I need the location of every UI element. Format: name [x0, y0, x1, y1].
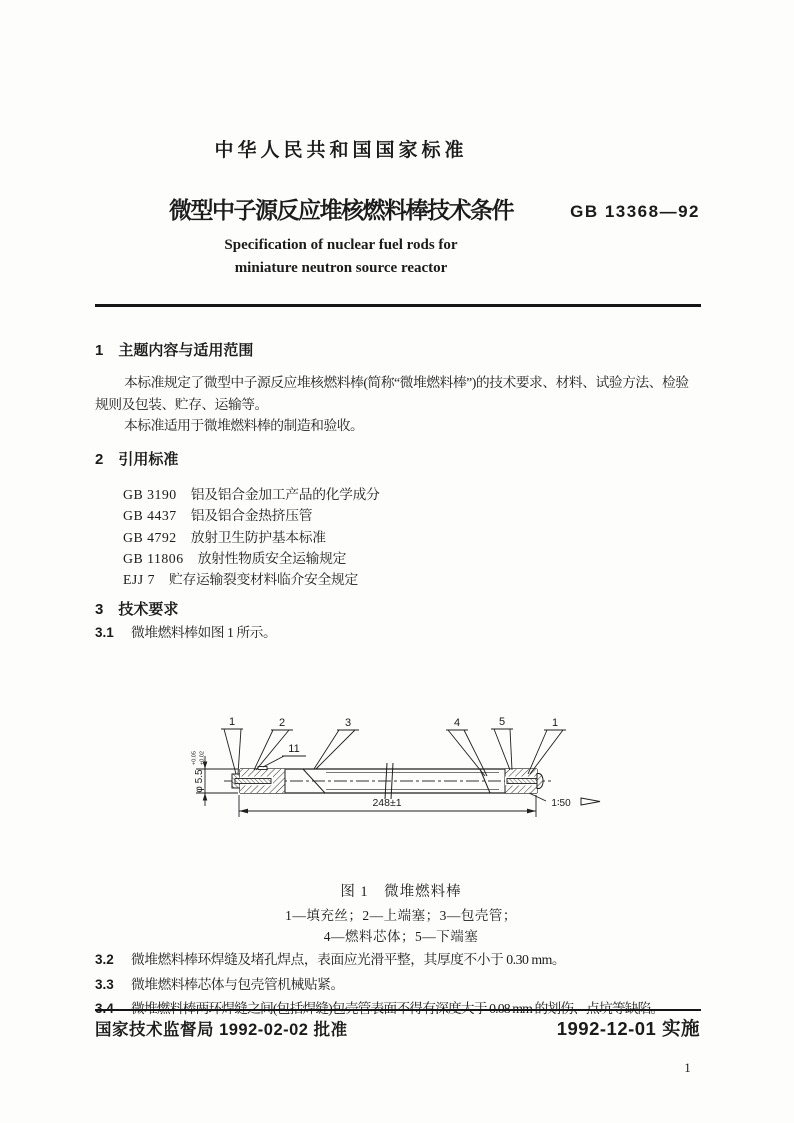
english-title-line1: Specification of nuclear fuel rods for — [224, 237, 458, 253]
callout-filler-wire-right — [528, 717, 566, 774]
svg-text:5: 5 — [498, 716, 506, 728]
svg-text:3: 3 — [344, 717, 352, 729]
section-1-title: 主题内容与适用范围 — [118, 342, 254, 359]
reference-code: GB 4792 — [123, 530, 177, 545]
section-3-heading — [95, 598, 701, 619]
figure-legend-line1: 1—填充丝；2—上端塞；3—包壳管； — [285, 908, 517, 923]
reference-code: GB 3190 — [123, 487, 177, 502]
approval-statement: 国家技术监督局 1992-02-02 批准 — [95, 1021, 348, 1039]
callout-fuel-core — [446, 717, 487, 776]
applicability-paragraph: 本标准适用于微堆燃料棒的制造和验收。 — [124, 418, 364, 433]
reference-item — [123, 526, 703, 546]
length-dimension-text: 248±1 — [372, 797, 402, 809]
clause-text: 微堆燃料棒环焊缝及堵孔焊点，表面应光滑平整，其厚度不小于 0.30 mm。 — [131, 952, 566, 967]
clause-3-2 — [95, 948, 713, 968]
taper-annotation — [529, 793, 600, 809]
svg-text:11: 11 — [288, 743, 300, 755]
section-1-heading — [95, 339, 701, 360]
english-title-line2: miniature neutron source reactor — [234, 260, 448, 276]
section-3-number: 3 — [95, 601, 104, 618]
section-2-number: 2 — [95, 451, 104, 468]
section-1-number: 1 — [95, 342, 104, 359]
clause-3-3 — [95, 973, 713, 993]
clause-number: 3.1 — [95, 625, 114, 640]
callout-cladding-tube — [314, 717, 359, 769]
svg-text:4: 4 — [453, 717, 461, 729]
reference-code: GB 4437 — [123, 508, 177, 523]
reference-code: EJJ 7 — [123, 572, 156, 587]
svg-text:1: 1 — [551, 717, 559, 729]
reference-name: 铝及铝合金热挤压管 — [190, 508, 313, 523]
clause-text: 微堆燃料棒芯体与包壳管机械贴紧。 — [131, 977, 344, 992]
figure-legend-line2: 4—燃料芯体；5—下端塞 — [323, 929, 479, 944]
callout-filler-wire-left — [221, 716, 243, 774]
taper-text: 1∶50 — [551, 798, 571, 809]
callout-locking-feature — [263, 743, 306, 767]
fuel-rod-drawing — [95, 700, 655, 845]
section-2-title: 引用标准 — [118, 451, 179, 468]
standard-code: GB 13368—92 — [570, 202, 700, 221]
reference-item — [123, 504, 703, 524]
reference-code: GB 11806 — [123, 551, 184, 566]
reference-name: 铝及铝合金加工产品的化学成分 — [190, 487, 380, 502]
page-number: 1 — [684, 1060, 691, 1075]
clause-3-4 — [95, 997, 713, 1017]
diameter-dimension — [192, 751, 239, 806]
diameter-dimension-text: φ 5.5 — [194, 769, 205, 793]
reference-name: 贮存运输裂变材料临介安全规定 — [169, 572, 358, 587]
reference-item — [123, 547, 703, 567]
section-2-heading — [95, 448, 701, 469]
clause-3-1 — [95, 621, 713, 641]
taper-symbol — [581, 798, 600, 805]
filler-wire — [235, 779, 271, 784]
reference-item — [123, 568, 703, 588]
scope-paragraph-line2: 规则及包装、贮存、运输等。 — [95, 397, 268, 412]
svg-text:1: 1 — [228, 716, 236, 728]
header-rule — [95, 304, 701, 307]
length-dimension — [239, 795, 536, 817]
clause-number: 3.2 — [95, 952, 114, 967]
filler-wire-right — [507, 779, 540, 784]
reference-name: 放射卫生防护基本标准 — [190, 530, 326, 545]
svg-text:2: 2 — [278, 717, 286, 729]
callout-upper-end-plug — [254, 717, 293, 770]
implementation-statement: 1992-12-01 实施 — [556, 1018, 700, 1039]
callout-lower-end-plug — [491, 716, 513, 770]
section-3-title: 技术要求 — [118, 601, 179, 618]
diameter-tolerance-upper: +0.05 — [191, 751, 198, 765]
footer-rule — [95, 1009, 701, 1011]
page-title: 微型中子源反应堆核燃料棒技术条件 — [169, 197, 513, 223]
rod-tip-right — [537, 774, 543, 789]
diameter-tolerance-lower: +0.02 — [199, 751, 206, 765]
scope-paragraph-line1: 本标准规定了微型中子源反应堆核燃料棒(简称“微堆燃料棒”)的技术要求、材料、试验方法、检验 — [124, 375, 689, 390]
national-standard-heading: 中华人民共和国国家标准 — [214, 140, 468, 161]
reference-name: 放射性物质安全运输规定 — [197, 551, 347, 566]
locking-feature — [258, 767, 267, 770]
figure-caption: 图 1 微堆燃料棒 — [340, 884, 462, 900]
clause-number: 3.3 — [95, 977, 114, 992]
clause-text: 微堆燃料棒如图 1 所示。 — [131, 625, 277, 640]
reference-item — [123, 483, 703, 503]
